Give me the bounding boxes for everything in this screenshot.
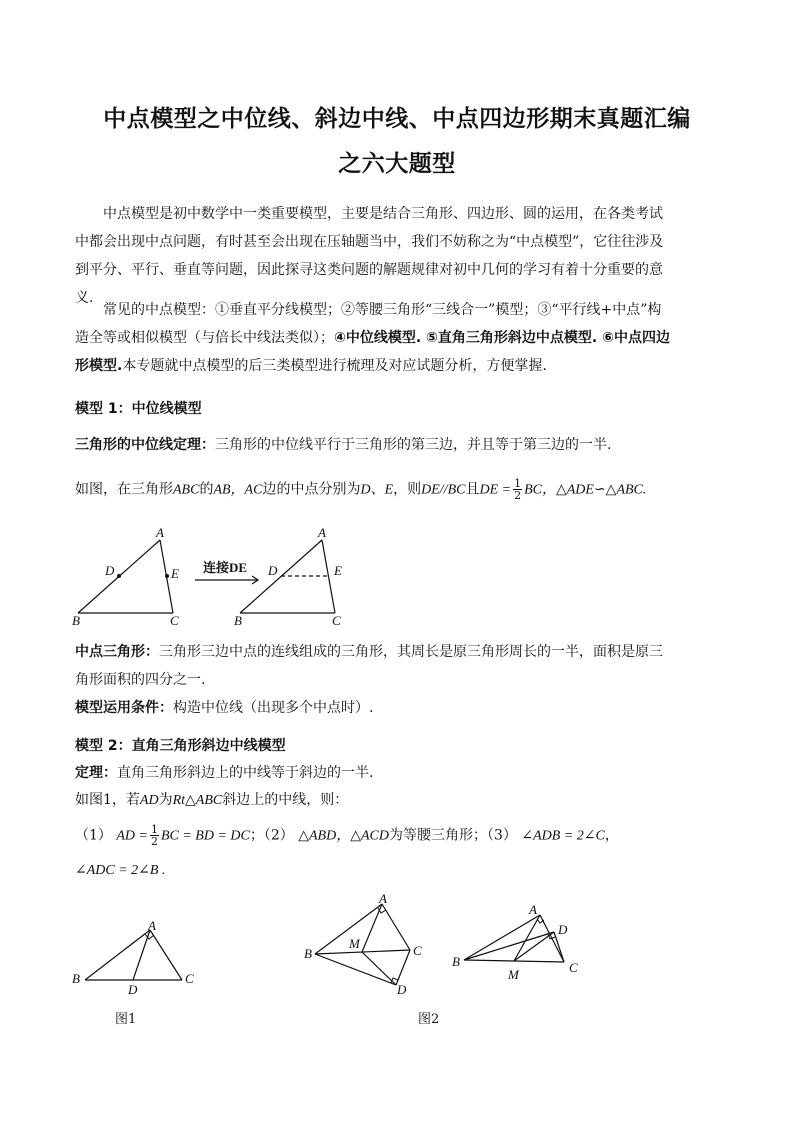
properties-line: （1） AD = $\frac{1}{2}$ BC = BD = DC；（2） △ABD，△ACD为等腰三角形；（3） ∠ADB = 2∠C，	[75, 823, 619, 848]
label-B: B	[72, 613, 80, 628]
fig1-label-A: A	[148, 918, 156, 933]
fig2a-label-A: A	[379, 891, 387, 906]
connect-de-label: 连接DE	[203, 560, 248, 575]
fig2b-label-D: D	[558, 922, 568, 937]
fig2a-label-B: B	[304, 946, 312, 961]
common-models-bold: ④中位线模型. ⑤直角三角形斜边中点模型. ⑥中点四边形模型.	[75, 330, 670, 374]
label-A: A	[156, 525, 164, 540]
midline-figure	[70, 525, 360, 630]
label-D: D	[105, 563, 115, 578]
model-condition: 模型运用条件：构造中位线（出现多个中点时）.	[75, 700, 374, 716]
fig2b-label-A: A	[529, 902, 537, 917]
common-models-paragraph: 常见的中点模型：①垂直平分线模型；②等腰三角形“三线合一”模型；③“平行线+中点”构造全等或相似模型（与倍长中线法类似）；④中位线模型. ⑤直角三角形斜边中点模型. ⑥中点四边形模型.本专题就中点模型的后三类模型进行梳理及对应试题分析，方便掌握.	[75, 302, 670, 374]
label-C: C	[170, 613, 179, 628]
fig2b-label-B: B	[452, 954, 460, 969]
fig1-label-B: B	[72, 971, 80, 986]
model1-heading: 模型 1：中位线模型	[75, 401, 202, 417]
page-title-line2: 之六大题型	[338, 151, 456, 177]
label-E: E	[171, 566, 179, 581]
label-B2: B	[234, 613, 242, 628]
fig1-label-C: C	[185, 971, 194, 986]
figure-2b	[452, 900, 587, 985]
fig2b-label-C: C	[569, 960, 578, 975]
fig1-sentence: 如图1，若AD为Rt△ABC斜边上的中线，则：	[75, 792, 349, 808]
fig2a-label-D: D	[397, 982, 407, 997]
theorem2: 定理：直角三角形斜边上的中线等于斜边的一半.	[75, 765, 374, 781]
fig1-label-D: D	[128, 982, 138, 997]
model2-heading: 模型 2：直角三角形斜边中线模型	[75, 738, 286, 754]
theorem1: 三角形的中位线定理：三角形的中位线平行于三角形的第三边，并且等于第三边的一半.	[75, 437, 612, 453]
figure-2a	[300, 892, 430, 997]
label-A2: A	[318, 525, 326, 540]
mid-triangle-paragraph: 中点三角形：三角形三边中点的连线组成的三角形，其周长是原三角形周长的一半，面积是原三角形面积的四分之一.	[75, 644, 663, 688]
page-title: 中点模型之中位线、斜边中线、中点四边形期末真题汇编	[103, 106, 691, 132]
figure-1	[70, 920, 210, 1000]
label-C2: C	[332, 613, 341, 628]
fig2b-label-M: M	[508, 967, 519, 982]
fraction-half: $\frac{1}{2}$	[514, 477, 522, 502]
caption-figure-1: 图1	[115, 1012, 137, 1027]
figure-sentence: 如图，在三角形ABC的AB，AC边的中点分别为D、E，则DE//BC且DE = $\frac{1}{2}$ BC，△ADE∽△ABC.	[75, 477, 647, 502]
label-D2: D	[268, 563, 278, 578]
label-E2: E	[334, 563, 342, 578]
fig2a-label-M: M	[349, 936, 360, 951]
fraction-half-2: $\frac{1}{2}$	[150, 823, 158, 848]
caption-figure-2: 图2	[418, 1012, 440, 1027]
intro-paragraph: 中点模型是初中数学中一类重要模型，主要是结合三角形、四边形、圆的运用，在各类考试中都会出现中点问题，有时甚至会出现在压轴题当中，我们不妨称之为“中点模型”，它往往涉及到平分、平行、垂直等问题，因此探寻这类问题的解题规律对初中几何的学习有着十分重要的意义.	[75, 206, 664, 306]
fig2a-label-C: C	[413, 943, 422, 958]
properties-line-2: ∠ADC = 2∠B .	[75, 863, 166, 878]
